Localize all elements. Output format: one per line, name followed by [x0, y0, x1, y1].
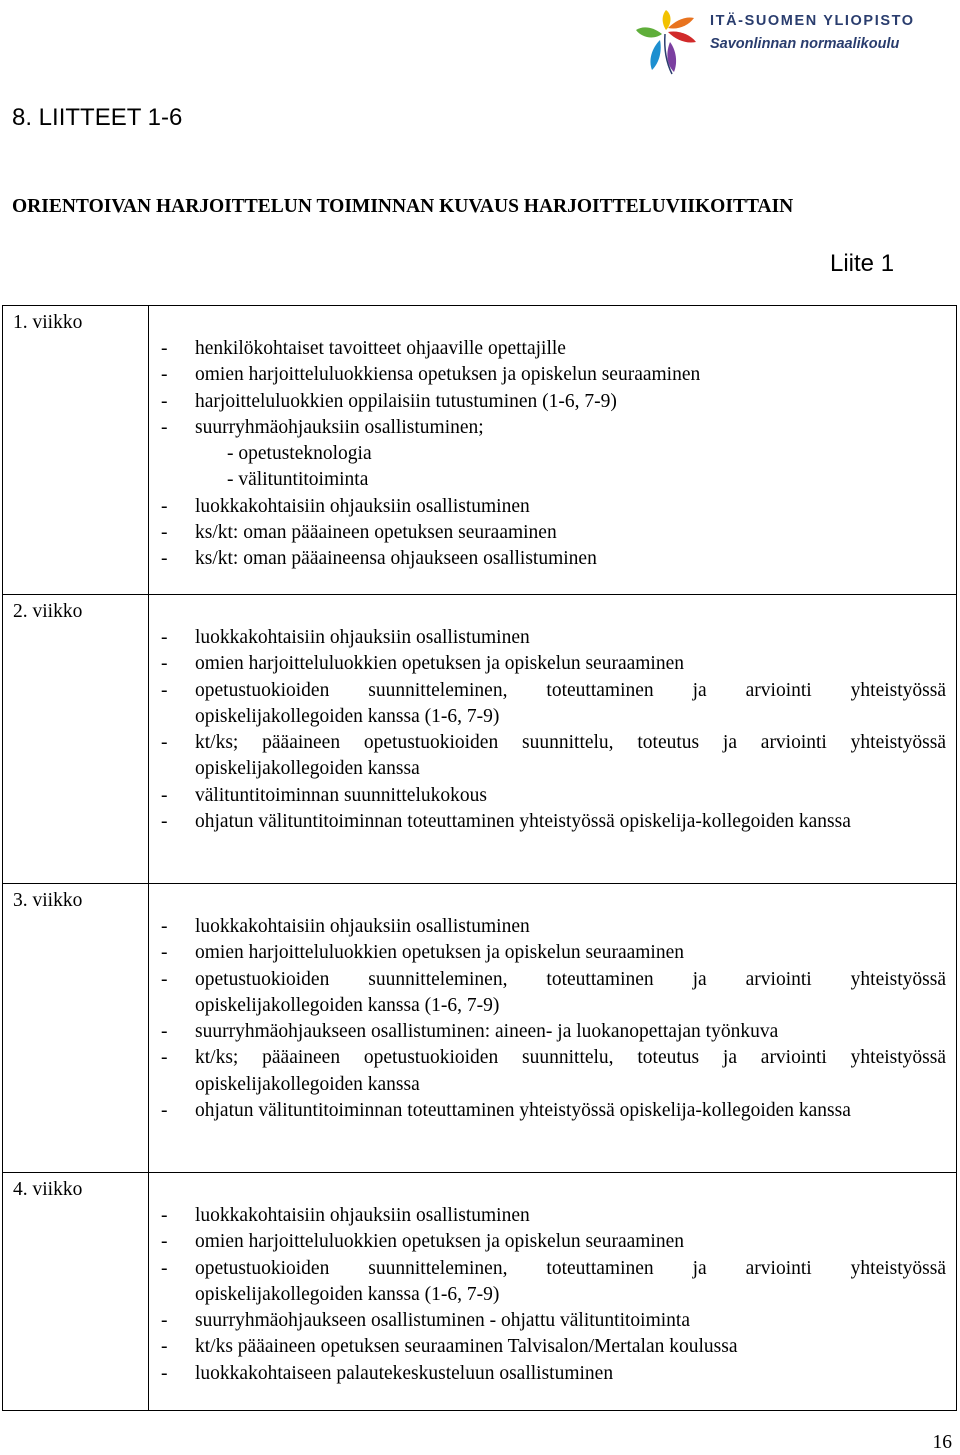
activity-item	[161, 940, 946, 966]
activity-item	[161, 389, 946, 415]
bullet-dash: -	[161, 1047, 168, 1069]
activity-item	[161, 520, 946, 546]
activity-text: välituntitoiminnan suunnittelukokous	[195, 784, 487, 806]
activity-text: opetustuokioiden suunnitteleminen, toteuttaminen ja arviointi yhteistyössä opiskelijakollegoiden kanssa (1-6, 7-9)	[195, 968, 946, 1016]
bullet-dash: -	[161, 1362, 168, 1384]
activity-item	[161, 914, 946, 940]
bullet-dash: -	[161, 495, 168, 517]
week-label-cell	[3, 884, 149, 1173]
appendix-label: Liite 1	[830, 250, 895, 277]
activity-item	[161, 546, 946, 572]
week-label: 2. viikko	[13, 601, 83, 622]
week-row	[3, 1173, 957, 1411]
activity-item	[161, 415, 946, 441]
bullet-dash: -	[161, 732, 168, 754]
activity-text: opetustuokioiden suunnitteleminen, toteuttaminen ja arviointi yhteistyössä opiskelijakollegoiden kanssa (1-6, 7-9)	[195, 679, 946, 727]
activity-item	[161, 809, 946, 835]
activity-item	[161, 1256, 946, 1309]
activity-item	[161, 678, 946, 731]
activity-text: luokkakohtaisiin ohjauksiin osallistuminen	[195, 627, 530, 648]
activity-item	[161, 1308, 946, 1334]
bullet-dash: -	[161, 968, 168, 990]
bullet-dash: -	[161, 390, 168, 412]
activity-item	[161, 1098, 946, 1124]
activity-text: luokkakohtaisiin ohjauksiin osallistuminen	[195, 495, 530, 517]
bullet-dash: -	[161, 522, 168, 544]
activity-list	[149, 1173, 956, 1387]
activity-item	[161, 1203, 946, 1229]
activity-text: henkilökohtaiset tavoitteet ohjaaville opettajille	[195, 338, 566, 359]
university-logo-icon	[632, 4, 706, 76]
week-row	[3, 884, 957, 1173]
activity-text: luokkakohtaisiin ohjauksiin osallistuminen	[195, 1205, 530, 1226]
bullet-dash: -	[161, 548, 168, 570]
activity-text: välituntitoiminta	[238, 469, 369, 491]
week-label-cell	[3, 306, 149, 595]
activity-text: suurryhmäohjaukseen osallistuminen - ohjattu välituntitoiminta	[195, 1310, 691, 1332]
week-label-cell	[3, 595, 149, 884]
activity-text: ohjatun välituntitoiminnan toteuttaminen yhteistyössä opiskelija-kollegoiden kanssa	[195, 811, 851, 833]
activity-text: suurryhmäohjaukseen osallistuminen: aineen- ja luokanopettajan työnkuva	[195, 1021, 779, 1043]
bullet-dash: -	[161, 1021, 168, 1043]
week-activities-cell	[149, 1173, 957, 1411]
bullet-dash: -	[161, 679, 168, 701]
bullet-dash: -	[161, 1231, 168, 1253]
activity-text: kt/ks; pääaineen opetustuokioiden suunnittelu, toteutus ja arviointi yhteistyössä opiskelijakollegoiden kanssa	[195, 732, 946, 780]
bullet-dash: -	[161, 811, 168, 833]
university-logo	[632, 4, 942, 76]
bullet-dash: -	[161, 627, 168, 648]
bullet-dash: -	[161, 416, 168, 438]
activity-item	[161, 967, 946, 1020]
logo-subtitle: Savonlinnan normaalikoulu	[710, 36, 900, 52]
bullet-dash: -	[161, 338, 168, 359]
bullet-dash: -	[161, 653, 168, 675]
activity-item	[161, 625, 946, 651]
activity-item	[161, 1045, 946, 1098]
activity-item	[195, 467, 946, 493]
week-row	[3, 306, 957, 595]
activity-item	[161, 1334, 946, 1360]
section-title: ORIENTOIVAN HARJOITTELUN TOIMINNAN KUVAUS HARJOITTELUVIIKOITTAIN	[12, 196, 794, 217]
activity-item	[161, 783, 946, 809]
bullet-dash: -	[161, 1310, 168, 1332]
activity-text: harjoitteluluokkien oppilaisiin tutustuminen (1-6, 7-9)	[195, 390, 617, 412]
activity-text: kt/ks pääaineen opetuksen seuraaminen Talvisalon/Mertalan koulussa	[195, 1336, 738, 1358]
activity-item	[161, 730, 946, 783]
bullet-dash: -	[161, 1257, 168, 1279]
activity-text: luokkakohtaisiin ohjauksiin osallistuminen	[195, 916, 530, 937]
activity-text: omien harjoitteluluokkien opetuksen ja opiskelun seuraaminen	[195, 1231, 685, 1253]
bullet-dash: -	[161, 1336, 168, 1358]
activity-text: ohjatun välituntitoiminnan toteuttaminen yhteistyössä opiskelija-kollegoiden kanssa	[195, 1100, 851, 1122]
logo-title: ITÄ-SUOMEN YLIOPISTO	[710, 13, 915, 29]
week-activities-cell	[149, 884, 957, 1173]
activity-text: ks/kt: oman pääaineen opetuksen seuraaminen	[195, 522, 557, 544]
bullet-dash: -	[227, 443, 234, 465]
activity-text: omien harjoitteluluokkiensa opetuksen ja opiskelun seuraaminen	[195, 364, 701, 386]
bullet-dash: -	[161, 1205, 168, 1226]
activity-item	[161, 336, 946, 362]
page-heading: 8. LIITTEET 1-6	[12, 104, 183, 131]
activity-item	[195, 441, 946, 467]
activity-item	[161, 1019, 946, 1045]
week-row	[3, 595, 957, 884]
activity-text: kt/ks; pääaineen opetustuokioiden suunnittelu, toteutus ja arviointi yhteistyössä opiskelijakollegoiden kanssa	[195, 1047, 946, 1095]
activity-text: ks/kt: oman pääaineensa ohjaukseen osallistuminen	[195, 548, 597, 570]
activity-list	[149, 595, 956, 835]
bullet-dash: -	[161, 364, 168, 386]
activity-text: omien harjoitteluluokkien opetuksen ja opiskelun seuraaminen	[195, 942, 685, 964]
weekly-activity-table	[2, 305, 957, 1411]
bullet-dash: -	[227, 469, 234, 491]
activity-text: suurryhmäohjauksiin osallistuminen;	[195, 416, 484, 438]
activity-item	[161, 1229, 946, 1255]
activity-item	[161, 362, 946, 388]
activity-item	[161, 494, 946, 520]
week-label: 1. viikko	[13, 312, 83, 333]
activity-text: opetustuokioiden suunnitteleminen, toteuttaminen ja arviointi yhteistyössä opiskelijakollegoiden kanssa (1-6, 7-9)	[195, 1257, 946, 1305]
activity-text: opetusteknologia	[238, 443, 372, 465]
bullet-dash: -	[161, 942, 168, 964]
activity-item	[161, 1361, 946, 1387]
activity-text: luokkakohtaiseen palautekeskusteluun osallistuminen	[195, 1362, 614, 1384]
bullet-dash: -	[161, 916, 168, 937]
week-activities-cell	[149, 306, 957, 595]
page-number: 16	[932, 1432, 952, 1453]
week-label: 3. viikko	[13, 890, 83, 911]
week-activities-cell	[149, 595, 957, 884]
activity-list	[149, 306, 956, 573]
activity-text: omien harjoitteluluokkien opetuksen ja opiskelun seuraaminen	[195, 653, 685, 675]
bullet-dash: -	[161, 784, 168, 806]
activity-list	[149, 884, 956, 1124]
week-label: 4. viikko	[13, 1179, 83, 1200]
bullet-dash: -	[161, 1100, 168, 1122]
week-label-cell	[3, 1173, 149, 1411]
activity-item	[161, 651, 946, 677]
